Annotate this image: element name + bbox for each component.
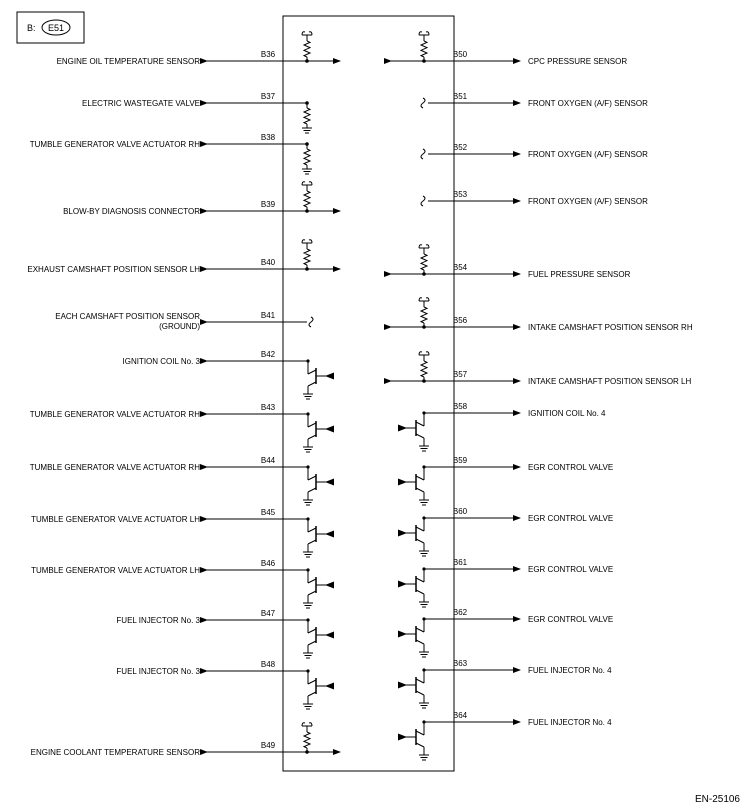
- emitter-lead: [416, 691, 424, 695]
- pin-row-right: [398, 608, 613, 657]
- junction-dot: [305, 750, 309, 754]
- pin-row-right: [398, 507, 613, 556]
- pin-circuit-label: ELECTRIC WASTEGATE VALVE: [82, 99, 200, 108]
- pin-circuit-label: BLOW-BY DIAGNOSIS CONNECTOR: [63, 207, 200, 216]
- resistor-icon: [304, 249, 310, 265]
- emitter-lead: [308, 641, 316, 645]
- pin-number: B50: [452, 50, 468, 59]
- emitter-lead: [308, 382, 316, 386]
- pin-circuit-label: INTAKE CAMSHAFT POSITION SENSOR RH: [528, 323, 693, 332]
- junction-dot: [305, 101, 309, 105]
- pin-number: B54: [452, 263, 468, 272]
- pin-circuit-label: IGNITION COIL No. 4: [528, 409, 606, 418]
- pin-row-left: [30, 456, 334, 505]
- pin-circuit-label: CPC PRESSURE SENSOR: [528, 57, 628, 66]
- pin-circuit-label: FRONT OXYGEN (A/F) SENSOR: [528, 99, 648, 108]
- pin-row-right: [398, 558, 613, 607]
- pin-circuit-label: TUMBLE GENERATOR VALVE ACTUATOR RH: [29, 140, 200, 149]
- drive-arrow-icon: [398, 425, 407, 432]
- pin-row-left: [57, 32, 340, 66]
- drive-arrow-icon: [325, 582, 334, 589]
- wire-break-icon: [421, 149, 425, 159]
- pin-circuit-label: EGR CONTROL VALVE: [528, 565, 614, 574]
- wire-break-icon: [421, 196, 425, 206]
- drive-arrow-icon: [325, 531, 334, 538]
- junction-dot: [305, 142, 309, 146]
- pin-number: B36: [260, 50, 276, 59]
- emitter-lead: [416, 539, 424, 543]
- pin-row-left: [55, 311, 313, 331]
- resistor-icon: [421, 307, 427, 323]
- resistor-icon: [304, 191, 310, 207]
- resistor-icon: [304, 732, 310, 748]
- drive-arrow-icon: [398, 631, 407, 638]
- pin-circuit-label: ENGINE OIL TEMPERATURE SENSOR: [56, 57, 200, 66]
- junction-dot: [422, 617, 425, 620]
- junction-dot: [306, 465, 309, 468]
- emitter-lead: [416, 590, 424, 594]
- pin-circuit-label: EACH CAMSHAFT POSITION SENSOR: [55, 312, 200, 321]
- pin-row-left: [30, 403, 334, 452]
- collector-lead: [308, 476, 316, 480]
- junction-dot: [305, 59, 309, 63]
- pin-number: B62: [452, 608, 468, 617]
- pin-row-right: [398, 402, 606, 451]
- emitter-lead: [308, 591, 316, 595]
- resistor-icon: [304, 108, 310, 124]
- junction-dot: [422, 325, 426, 329]
- pin-row-left: [30, 133, 312, 174]
- junction-dot: [306, 568, 309, 571]
- junction-dot: [422, 379, 426, 383]
- pin-circuit-label: INTAKE CAMSHAFT POSITION SENSOR LH: [528, 377, 692, 386]
- junction-dot: [422, 465, 425, 468]
- pin-circuit-label: FUEL INJECTOR No. 4: [528, 718, 612, 727]
- pin-number: B64: [452, 711, 468, 720]
- pin-number: B39: [260, 200, 276, 209]
- resistor-icon: [421, 254, 427, 270]
- drive-arrow-icon: [398, 734, 407, 741]
- pin-number: B41: [260, 311, 276, 320]
- junction-dot: [422, 59, 426, 63]
- pin-circuit-label: FRONT OXYGEN (A/F) SENSOR: [528, 197, 648, 206]
- drive-arrow-icon: [325, 683, 334, 690]
- pin-number: B45: [260, 508, 276, 517]
- pin-circuit-label: TUMBLE GENERATOR VALVE ACTUATOR LH: [31, 566, 200, 575]
- resistor-icon: [304, 41, 310, 57]
- pin-number: B47: [260, 609, 276, 618]
- pin-row-left: [31, 508, 334, 557]
- pin-number: B44: [260, 456, 276, 465]
- pin-circuit-label: IGNITION COIL No. 3: [122, 357, 200, 366]
- pin-number: B49: [260, 741, 276, 750]
- junction-dot: [422, 720, 425, 723]
- pin-number: B43: [260, 403, 276, 412]
- emitter-lead: [416, 743, 424, 747]
- collector-lead: [416, 527, 424, 531]
- pin-circuit-label: EXHAUST CAMSHAFT POSITION SENSOR LH: [27, 265, 200, 274]
- drive-arrow-icon: [398, 581, 407, 588]
- pin-row-left: [123, 350, 335, 399]
- pin-number: B59: [452, 456, 468, 465]
- pin-number: B42: [260, 350, 276, 359]
- pin-number: B40: [260, 258, 276, 267]
- resistor-icon: [304, 149, 310, 165]
- pin-row-left: [31, 559, 334, 608]
- junction-dot: [306, 412, 309, 415]
- pin-row-right: [398, 659, 612, 708]
- junction-dot: [422, 668, 425, 671]
- collector-lead: [308, 370, 316, 374]
- pin-row-left: [27, 240, 340, 274]
- resistor-icon: [421, 361, 427, 377]
- emitter-lead: [308, 692, 316, 696]
- junction-dot: [422, 411, 425, 414]
- pin-number: B48: [260, 660, 276, 669]
- pin-row-left: [82, 92, 312, 133]
- drive-arrow-icon: [398, 479, 407, 486]
- pin-row-right: [421, 190, 648, 206]
- junction-dot: [422, 272, 426, 276]
- junction-dot: [306, 618, 309, 621]
- pin-row-right: [421, 92, 648, 108]
- pin-circuit-label: EGR CONTROL VALVE: [528, 463, 614, 472]
- collector-lead: [416, 628, 424, 632]
- emitter-lead: [308, 435, 316, 439]
- emitter-lead: [308, 488, 316, 492]
- pin-row-right: [391, 298, 693, 332]
- drive-arrow-icon: [398, 682, 407, 689]
- pin-row-right: [398, 456, 613, 505]
- collector-lead: [416, 476, 424, 480]
- collector-lead: [308, 423, 316, 427]
- pin-circuit-label: EGR CONTROL VALVE: [528, 615, 614, 624]
- pin-number: B52: [452, 143, 468, 152]
- pin-number: B61: [452, 558, 468, 567]
- pin-circuit-label: FUEL INJECTOR No. 4: [528, 666, 612, 675]
- pin-circuit-label: TUMBLE GENERATOR VALVE ACTUATOR RH: [29, 410, 200, 419]
- emitter-lead: [308, 540, 316, 544]
- pin-circuit-label: EGR CONTROL VALVE: [528, 514, 614, 523]
- junction-dot: [306, 669, 309, 672]
- connector-reference: [17, 12, 84, 43]
- drive-arrow-icon: [398, 530, 407, 537]
- pin-number: B63: [452, 659, 468, 668]
- right-pin-group: [391, 32, 693, 760]
- junction-dot: [305, 209, 309, 213]
- left-pin-group: [27, 32, 340, 757]
- pin-circuit-label: FRONT OXYGEN (A/F) SENSOR: [528, 150, 648, 159]
- drive-arrow-icon: [325, 426, 334, 433]
- pin-row-right: [398, 711, 612, 760]
- emitter-lead: [416, 640, 424, 644]
- pin-row-right: [391, 245, 631, 279]
- drive-arrow-icon: [325, 632, 334, 639]
- junction-dot: [306, 359, 309, 362]
- junction-dot: [422, 516, 425, 519]
- resistor-icon: [421, 41, 427, 57]
- pin-row-right: [391, 352, 692, 386]
- pin-row-right: [421, 143, 648, 159]
- pin-number: B58: [452, 402, 468, 411]
- pin-row-left: [31, 723, 340, 757]
- pin-circuit-label: ENGINE COOLANT TEMPERATURE SENSOR: [30, 748, 200, 757]
- collector-lead: [416, 578, 424, 582]
- pin-number: B57: [452, 370, 468, 379]
- pin-row-left: [116, 609, 334, 658]
- collector-lead: [416, 679, 424, 683]
- junction-dot: [306, 517, 309, 520]
- emitter-lead: [416, 488, 424, 492]
- collector-lead: [308, 629, 316, 633]
- pin-number: B53: [452, 190, 468, 199]
- pin-circuit-label: FUEL INJECTOR No. 3: [116, 667, 200, 676]
- collector-lead: [308, 680, 316, 684]
- pin-circuit-label: TUMBLE GENERATOR VALVE ACTUATOR LH: [31, 515, 200, 524]
- junction-dot: [422, 567, 425, 570]
- collector-lead: [416, 731, 424, 735]
- drive-arrow-icon: [325, 373, 334, 380]
- pin-number: B51: [452, 92, 468, 101]
- pin-number: B46: [260, 559, 276, 568]
- pin-circuit-label: TUMBLE GENERATOR VALVE ACTUATOR RH: [29, 463, 200, 472]
- wire-break-icon: [309, 317, 313, 327]
- connector-prefix: B:: [27, 23, 36, 33]
- collector-lead: [308, 528, 316, 532]
- collector-lead: [416, 422, 424, 426]
- pin-circuit-label-2: (GROUND): [159, 322, 200, 331]
- wire-break-icon: [421, 98, 425, 108]
- pin-number: B37: [260, 92, 276, 101]
- pin-number: B56: [452, 316, 468, 325]
- pin-row-left: [63, 182, 340, 216]
- drive-arrow-icon: [325, 479, 334, 486]
- pin-number: B38: [260, 133, 276, 142]
- emitter-lead: [416, 434, 424, 438]
- pin-number: B60: [452, 507, 468, 516]
- junction-dot: [305, 267, 309, 271]
- pin-circuit-label: FUEL PRESSURE SENSOR: [528, 270, 631, 279]
- pin-row-left: [116, 660, 334, 709]
- pin-row-right: [391, 32, 627, 66]
- figure-id: EN-25106: [694, 794, 740, 805]
- pin-circuit-label: FUEL INJECTOR No. 3: [116, 616, 200, 625]
- connector-id: E51: [47, 23, 65, 33]
- collector-lead: [308, 579, 316, 583]
